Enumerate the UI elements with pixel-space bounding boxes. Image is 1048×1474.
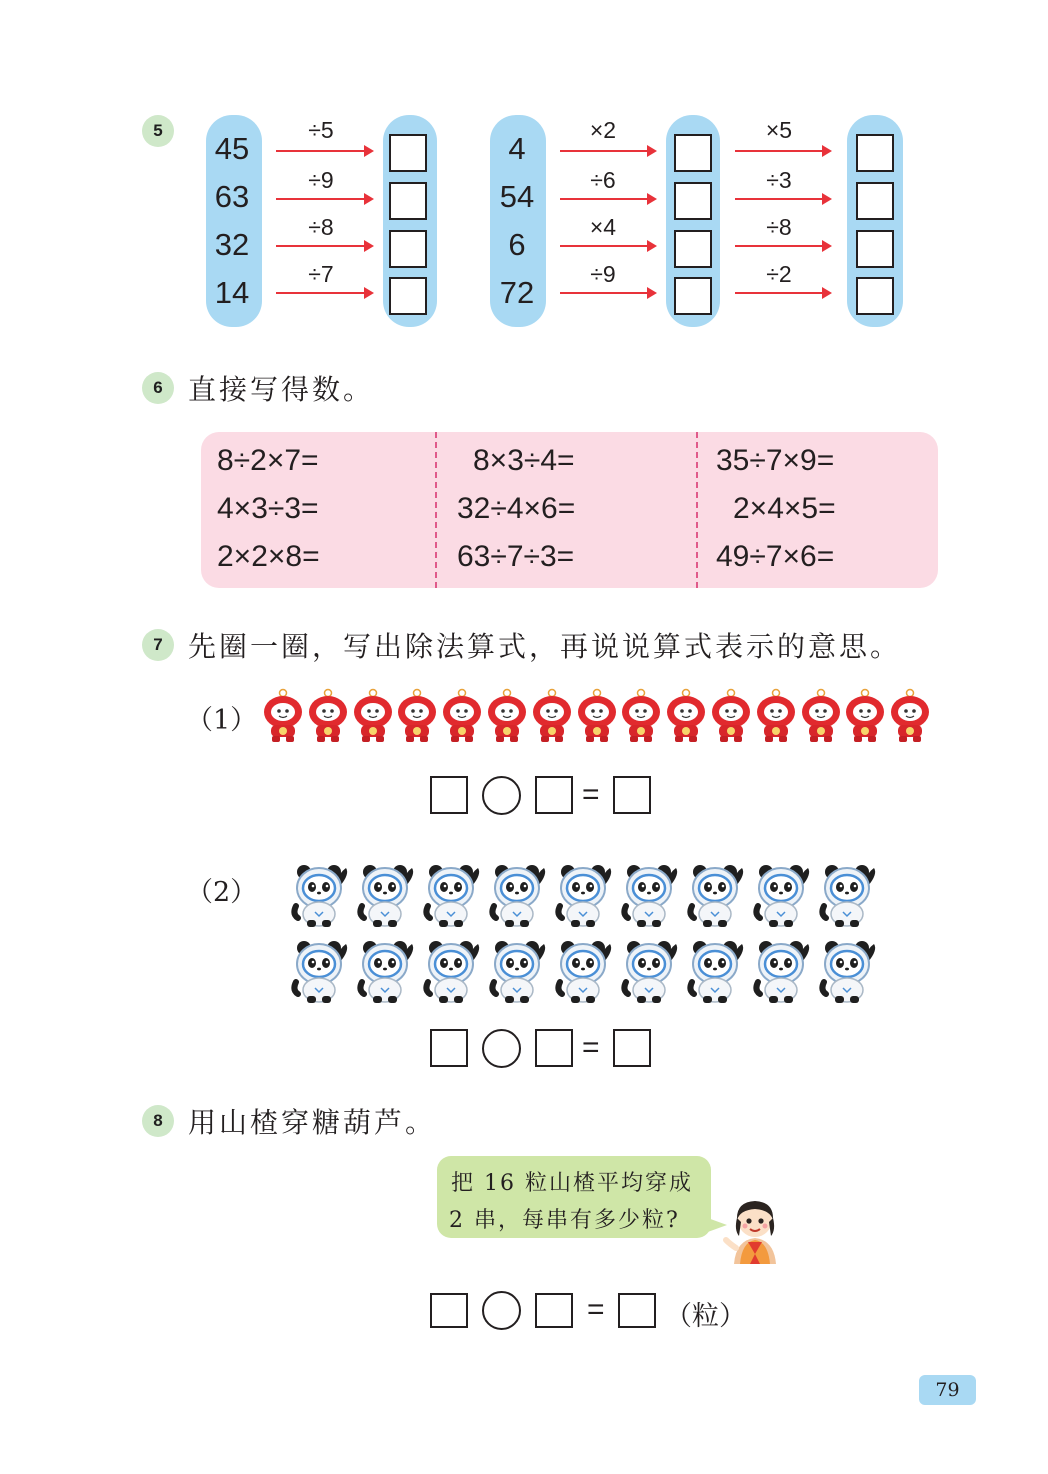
operation-label: ÷5 [308,117,334,143]
panda-mascot-icon [290,938,350,1008]
operation-label: ÷7 [308,261,334,287]
answer-box[interactable] [674,230,712,268]
lantern-mascot-icon [710,688,752,748]
problem-7-title: 先圈一圈，写出除法算式，再说说算式表示的意思。 [188,630,902,663]
panda-mascot-icon [356,862,416,932]
calc-expression: 35÷7×9= [716,444,835,477]
panel-divider [696,432,698,588]
input-number: 63 [214,179,250,214]
lantern-mascot-icon [352,688,394,748]
unit-label: （粒） [665,1301,746,1332]
operator-circle[interactable] [482,1291,521,1330]
panda-mascot-icon [488,862,548,932]
quotient-box[interactable] [618,1293,656,1328]
answer-box[interactable] [389,277,427,315]
red-arrow-icon [735,245,830,247]
operation-label: ÷9 [308,167,334,193]
lantern-mascot-icon [665,688,707,748]
operation-label: ÷3 [766,167,792,193]
operation-label: ×5 [765,117,793,143]
input-number: 14 [214,275,250,310]
answer-box[interactable] [674,277,712,315]
page-number: 79 [919,1375,976,1405]
red-arrow-icon [735,150,830,152]
problem-7-badge: 7 [142,629,174,661]
part-2-label: （2） [186,877,258,908]
panda-mascot-icon [356,938,416,1008]
red-arrow-icon [735,292,830,294]
dividend-box[interactable] [430,776,468,814]
lantern-mascot-icon [576,688,618,748]
operation-label: ×2 [589,117,617,143]
lantern-mascot-icon [486,688,528,748]
answer-box[interactable] [856,182,894,220]
operator-circle[interactable] [482,776,521,815]
operation-label: ÷8 [766,214,792,240]
input-number: 32 [214,227,250,262]
problem-8-title: 用山楂穿糖葫芦。 [188,1106,437,1139]
operation-label: ×4 [589,214,617,240]
panel-divider [435,432,437,588]
answer-box[interactable] [856,230,894,268]
panda-mascot-icon [620,938,680,1008]
calc-expression: 63÷7÷3= [457,540,575,573]
panda-mascot-icon [686,938,746,1008]
part-1-label: （1） [186,705,258,736]
calc-expression: 2×2×8= [217,540,320,573]
calc-expression: 49÷7×6= [716,540,835,573]
girl-student-icon [722,1196,788,1266]
problem-5-badge: 5 [142,115,174,147]
calc-expression: 4×3÷3= [217,492,319,525]
equals-sign: = [582,778,600,811]
panda-mascot-icon [290,862,350,932]
panda-mascot-icon [818,862,878,932]
lantern-mascot-icon [441,688,483,748]
panda-mascot-icon [686,862,746,932]
calc-expression: 8÷2×7= [217,444,319,477]
lantern-mascot-icon [889,688,931,748]
bubble-line-2: 2 串，每串有多少粒? [449,1208,680,1233]
equals-sign: = [587,1293,605,1326]
quotient-box[interactable] [613,1029,651,1067]
lantern-mascot-icon [396,688,438,748]
operation-label: ÷2 [766,261,792,287]
calc-expression: 32÷4×6= [457,492,576,525]
problem-6-badge: 6 [142,372,174,404]
red-arrow-icon [560,292,655,294]
input-number: 72 [499,275,535,310]
lantern-mascot-icon [307,688,349,748]
lantern-mascot-icon [531,688,573,748]
dividend-box[interactable] [430,1029,468,1067]
calc-expression: 2×4×5= [733,492,836,525]
divisor-box[interactable] [535,776,573,814]
panda-mascot-icon [422,938,482,1008]
answer-box[interactable] [856,277,894,315]
panda-mascot-icon [488,938,548,1008]
lantern-mascot-icon [844,688,886,748]
red-arrow-icon [735,198,830,200]
answer-box[interactable] [674,182,712,220]
calc-expression: 8×3÷4= [473,444,575,477]
bubble-line-1: 把 16 粒山楂平均穿成 [451,1171,693,1196]
answer-box[interactable] [389,230,427,268]
input-number: 4 [508,131,526,166]
answer-box[interactable] [389,182,427,220]
lantern-mascot-icon [800,688,842,748]
red-arrow-icon [560,150,655,152]
panda-mascot-icon [818,938,878,1008]
panda-mascot-icon [422,862,482,932]
panda-mascot-icon [554,862,614,932]
dividend-box[interactable] [430,1293,468,1328]
lantern-mascot-icon [755,688,797,748]
panda-mascot-icon [752,862,812,932]
panda-mascot-icon [752,938,812,1008]
red-arrow-icon [276,292,372,294]
problem-6-title: 直接写得数。 [188,373,375,406]
input-number: 6 [508,227,526,262]
operation-label: ÷6 [590,167,616,193]
panda-mascot-icon [620,862,680,932]
operation-label: ÷9 [590,261,616,287]
quotient-box[interactable] [613,776,651,814]
red-arrow-icon [276,245,372,247]
red-arrow-icon [276,150,372,152]
answer-box[interactable] [389,134,427,172]
input-number: 45 [214,131,250,166]
red-arrow-icon [276,198,372,200]
answer-box[interactable] [856,134,894,172]
divisor-box[interactable] [535,1293,573,1328]
red-arrow-icon [560,198,655,200]
operator-circle[interactable] [482,1029,521,1068]
input-number: 54 [499,179,535,214]
lantern-mascot-icon [262,688,304,748]
red-arrow-icon [560,245,655,247]
lantern-mascot-icon [620,688,662,748]
operation-label: ÷8 [308,214,334,240]
equals-sign: = [582,1031,600,1064]
answer-box[interactable] [674,134,712,172]
problem-8-badge: 8 [142,1105,174,1137]
divisor-box[interactable] [535,1029,573,1067]
panda-mascot-icon [554,938,614,1008]
